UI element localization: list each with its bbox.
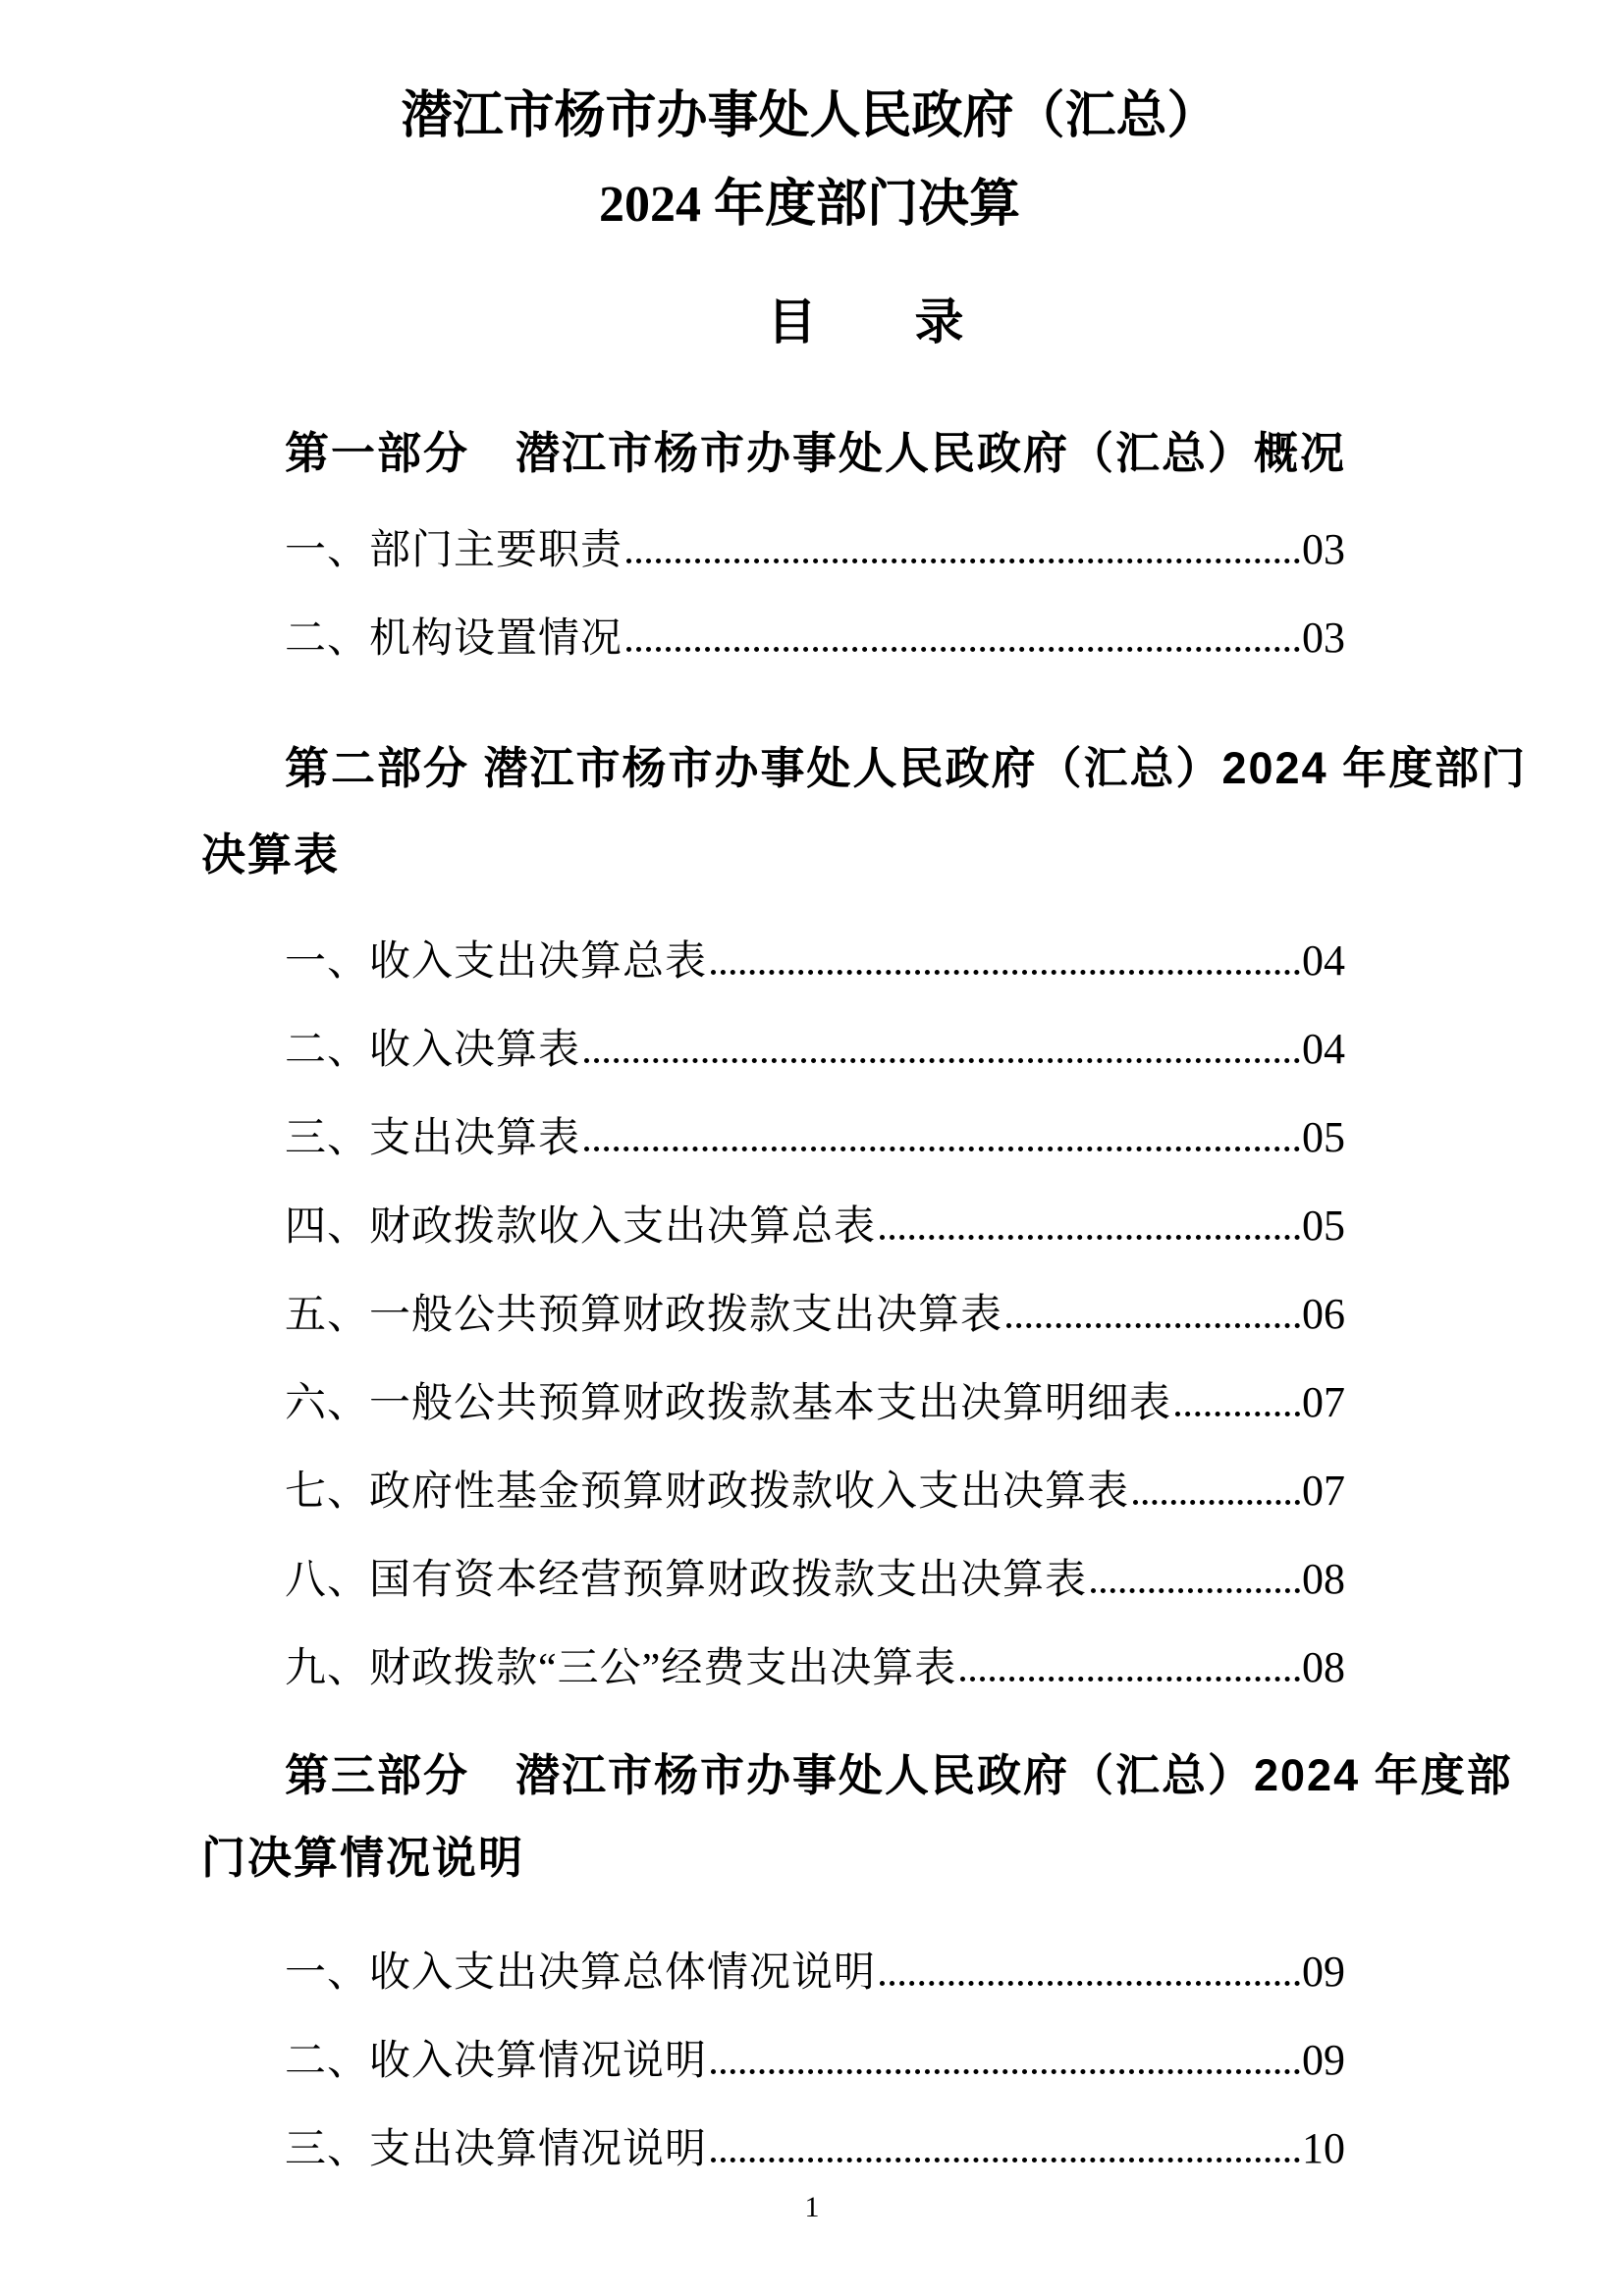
toc-item (201, 594, 1345, 682)
toc-item-label: 九、财政拨款“三公”经费支出决算表 (285, 1646, 957, 1691)
toc-item (201, 1094, 1345, 1182)
toc-item-page: 04 (1302, 936, 1345, 985)
section-1-heading: 第一部分 潜江市杨市办事处人民政府（汇总）概况 (285, 428, 1347, 478)
section-2-heading-line1: 第二部分 潜江市杨市办事处人民政府（汇总）2024 年度部门 (285, 743, 1528, 793)
dot-leader (711, 969, 1300, 975)
dot-leader (1006, 1322, 1300, 1328)
toc-item-page: 10 (1302, 2124, 1345, 2172)
toc-item-label: 一、部门主要职责 (285, 528, 623, 573)
toc-item-label: 六、一般公共预算财政拨款基本支出决算明细表 (285, 1381, 1172, 1426)
dot-leader (711, 2157, 1300, 2163)
toc-item-label: 二、收入决算表 (285, 1028, 581, 1073)
toc-item (201, 1535, 1345, 1624)
dot-leader (960, 1676, 1300, 1682)
toc-item-page: 04 (1302, 1025, 1345, 1073)
dot-leader (880, 1980, 1300, 1986)
dot-leader (626, 558, 1300, 563)
toc-item-page: 08 (1302, 1555, 1345, 1603)
dot-leader (626, 646, 1300, 652)
toc-item-label: 二、收入决算情况说明 (285, 2039, 708, 2084)
document-title-line2: 2024 年度部门决算 (598, 177, 1020, 233)
toc-item-label: 四、财政拨款收入支出决算总表 (285, 1204, 877, 1250)
toc-item-page: 07 (1302, 1467, 1345, 1515)
toc-item-label: 七、政府性基金预算财政拨款收入支出决算表 (285, 1469, 1130, 1515)
toc-item-label: 一、收入支出决算总体情况说明 (285, 1950, 877, 1996)
toc-item (201, 1447, 1345, 1535)
dot-leader (1175, 1411, 1300, 1416)
toc-item-page: 06 (1302, 1290, 1345, 1338)
toc-item-page: 05 (1302, 1201, 1345, 1250)
dot-leader (711, 2068, 1300, 2074)
toc-item (201, 917, 1345, 1005)
toc-item-label: 三、支出决算表 (285, 1116, 581, 1161)
toc-item (201, 506, 1345, 594)
section-3-heading-line2: 门决算情况说明 (201, 1833, 525, 1883)
toc-item-page: 07 (1302, 1378, 1345, 1426)
page-number: 1 (804, 2191, 820, 2223)
toc-item-label: 一、收入支出决算总表 (285, 939, 708, 985)
dot-leader (584, 1146, 1300, 1151)
toc-item (201, 1005, 1345, 1094)
toc-item (201, 1182, 1345, 1270)
toc-item-page: 08 (1302, 1643, 1345, 1691)
toc-item-page: 05 (1302, 1113, 1345, 1161)
toc-item (201, 1270, 1345, 1359)
dot-leader (880, 1234, 1300, 1240)
section-1-items (201, 506, 1345, 682)
toc-item-page: 09 (1302, 1948, 1345, 1996)
document-title-line1: 潜江市杨市办事处人民政府（汇总） (401, 88, 1218, 144)
toc-item (201, 1928, 1345, 2016)
section-2-heading-line2: 决算表 (201, 829, 341, 880)
dot-leader (584, 1057, 1300, 1063)
toc-item-label: 五、一般公共预算财政拨款支出决算表 (285, 1293, 1003, 1338)
toc-item (201, 1359, 1345, 1447)
toc-item (201, 2105, 1345, 2193)
toc-item-label: 三、支出决算情况说明 (285, 2127, 708, 2172)
toc-item-label: 八、国有资本经营预算财政拨款支出决算表 (285, 1558, 1088, 1603)
section-2-items (201, 917, 1345, 1712)
toc-item-label: 二、机构设置情况 (285, 616, 623, 662)
toc-item (201, 2016, 1345, 2105)
toc-item (201, 1624, 1345, 1712)
toc-item-page: 03 (1302, 614, 1345, 662)
section-3-items (201, 1928, 1345, 2193)
dot-leader (1133, 1499, 1300, 1505)
toc-item-page: 03 (1302, 525, 1345, 573)
dot-leader (1091, 1587, 1300, 1593)
toc-item-page: 09 (1302, 2036, 1345, 2084)
section-3-heading-line1: 第三部分 潜江市杨市办事处人民政府（汇总）2024 年度部 (285, 1750, 1513, 1800)
toc-heading: 目 录 (767, 294, 964, 349)
